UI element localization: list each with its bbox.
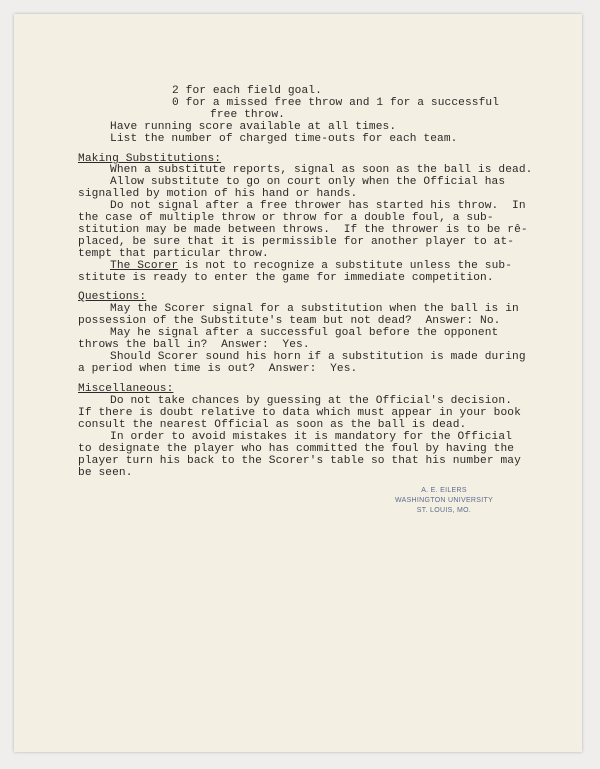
section-heading: Questions: bbox=[78, 291, 147, 303]
text-line: Do not signal after a free thrower has started his throw. In bbox=[110, 200, 526, 212]
text-line: to designate the player who has committed the foul by having the bbox=[78, 443, 515, 455]
text-line: consult the nearest Official as soon as the ball is dead. bbox=[78, 419, 467, 431]
text-line: possession of the Substitute's team but not dead? Answer: No. bbox=[78, 315, 501, 327]
text-line: the case of multiple throw or throw for a double foul, a sub- bbox=[78, 212, 494, 224]
text-line: Allow substitute to go on court only when the Official has bbox=[110, 176, 506, 188]
text-line: a period when time is out? Answer: Yes. bbox=[78, 363, 358, 375]
text-line: 2 for each field goal. bbox=[172, 85, 322, 97]
stamp-city: ST. LOUIS, MO. bbox=[416, 507, 472, 514]
text-line: Have running score available at all times. bbox=[110, 121, 397, 133]
text-fragment: is not to recognize a substitute unless the sub- bbox=[178, 260, 513, 272]
text-line: tempt that particular throw. bbox=[78, 248, 269, 260]
underlined-phrase: The Scorer bbox=[110, 260, 179, 272]
stamp-name: A. E. EILERS bbox=[421, 487, 467, 494]
section-heading: Miscellaneous: bbox=[78, 383, 174, 395]
text-line: be seen. bbox=[78, 467, 133, 479]
text-line: List the number of charged time-outs for each team. bbox=[110, 133, 458, 145]
text-line: If there is doubt relative to data which must appear in your book bbox=[78, 407, 521, 419]
text-line: player turn his back to the Scorer's table so that his number may bbox=[78, 455, 521, 467]
ink-stamp bbox=[374, 486, 514, 516]
text-line: stitution may be made between throws. If the thrower is to be rê- bbox=[78, 224, 528, 236]
document-page bbox=[14, 14, 582, 752]
stamp-university: WASHINGTON UNIVERSITY bbox=[394, 497, 494, 504]
text-line: 0 for a missed free throw and 1 for a successful bbox=[172, 97, 500, 109]
text-line: May he signal after a successful goal before the opponent bbox=[110, 327, 499, 339]
text-line: When a substitute reports, signal as soon as the ball is dead. bbox=[110, 164, 533, 176]
text-line: free throw. bbox=[210, 109, 285, 121]
text-line: placed, be sure that it is permissible for another player to at- bbox=[78, 236, 515, 248]
text-line: signalled by motion of his hand or hands. bbox=[78, 188, 358, 200]
text-line: Should Scorer sound his horn if a substitution is made during bbox=[110, 351, 526, 363]
text-line: Do not take chances by guessing at the Official's decision. bbox=[110, 395, 513, 407]
text-line: throws the ball in? Answer: Yes. bbox=[78, 339, 310, 351]
text-line: May the Scorer signal for a substitution when the ball is in bbox=[110, 303, 519, 315]
section-heading: Making Substitutions: bbox=[78, 153, 222, 165]
text-line: stitute is ready to enter the game for immediate competition. bbox=[78, 272, 494, 284]
text-line: In order to avoid mistakes it is mandatory for the Official bbox=[110, 431, 513, 443]
